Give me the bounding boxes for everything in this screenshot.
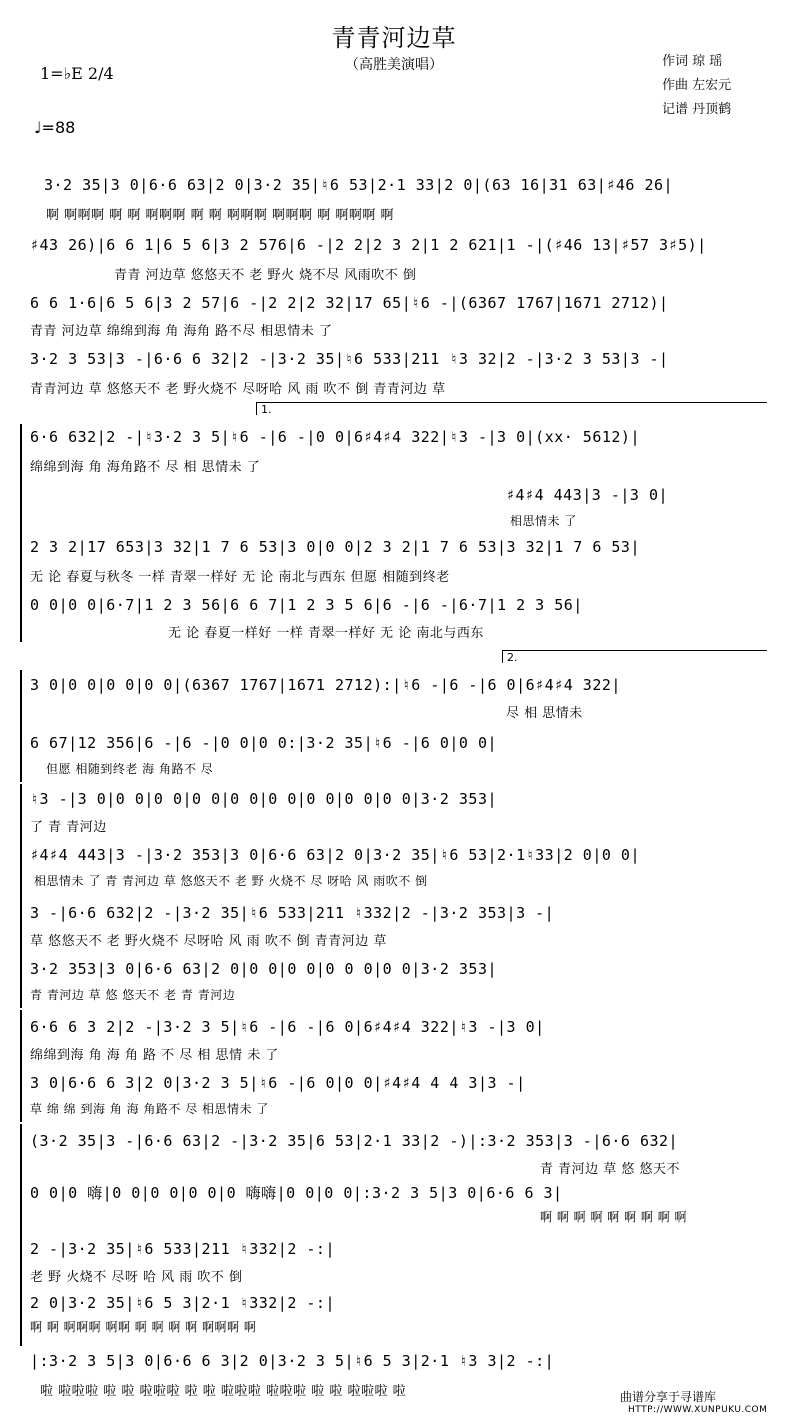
system-brace (20, 670, 26, 782)
system-brace (20, 784, 26, 896)
score-row: 2 -|3·2 35|♮6 533|211 ♮332|2 -:| (30, 1240, 335, 1258)
performer-subtitle: （高胜美演唱） (345, 57, 443, 73)
system-brace (20, 1124, 26, 1236)
score-row: 2 0|3·2 35|♮6 5 3|2·1 ♮332|2 -:| (30, 1294, 335, 1312)
lyric-line: 相思情未 了 青 青河边 草 悠悠天不 老 野 火烧不 尽 呀哈 风 雨吹不 倒 (34, 874, 428, 888)
source-url: HTTP://WWW.XUNPUKU.COM (628, 1405, 768, 1415)
score-row: ♯43 26)|6 6 1|6 5 6|3 2 576|6 -|2 2|2 3 2|1 2 621|1 -|(♯46 13|♯57 3♯5)| (30, 236, 707, 254)
score-row: ♮3 -|3 0|0 0|0 0|0 0|0 0|0 0|0 0|0 0|0 0|3·2 353| (30, 790, 498, 808)
lyric-line: 青 青河边 草 悠 悠天不 (540, 1162, 681, 1177)
score-row: 3 0|6·6 6 3|2 0|3·2 3 5|♮6 -|6 0|0 0|♯4♯4 4 4 3|3 -| (30, 1074, 526, 1092)
lyric-line: 绵绵到海 角 海 角 路 不 尽 相 思情 未 了 (30, 1048, 279, 1063)
source-watermark: 曲谱分享于寻谱库 (620, 1390, 717, 1404)
second-ending-bracket: 2. (502, 650, 767, 663)
transcriber-credit: 记谱 丹顶鹤 (662, 102, 732, 117)
score-row: 3·2 353|3 0|6·6 63|2 0|0 0|0 0|0 0 0|0 0|3·2 353| (30, 960, 498, 978)
lyric-line: 无 论 春夏与秋冬 一样 青翠一样好 无 论 南北与西东 但愿 相随到终老 (30, 570, 450, 585)
first-ending-bracket: 1. (256, 402, 767, 415)
lyric-line: 老 野 火烧不 尽呀 哈 风 雨 吹不 倒 (30, 1270, 243, 1285)
lyric-line: 啦 啦啦啦 啦 啦 啦啦啦 啦 啦 啦啦啦 啦啦啦 啦 啦 啦啦啦 啦 (40, 1384, 407, 1399)
lyric-line: 尽 相 思情未 (506, 706, 583, 721)
key-signature: 1=♭E 2/4 (40, 64, 114, 83)
lyric-line: 啊 啊 啊 啊 啊 啊 啊 啊 啊 (540, 1210, 688, 1224)
credits (662, 50, 731, 122)
score-row: 3 0|0 0|0 0|0 0|(6367 1767|1671 2712):|♮6 -|6 -|6 0|6♯4♯4 322| (30, 676, 621, 694)
lyric-line: 青青河边 草 悠悠天不 老 野火烧不 尽呀哈 风 雨 吹不 倒 青青河边 草 (30, 382, 446, 397)
lyric-line: 但愿 相随到终老 海 角路不 尽 (46, 762, 214, 776)
lyric-line: 啊 啊啊啊 啊 啊 啊啊啊 啊 啊 啊啊啊 啊啊啊 啊 啊啊啊 啊 (46, 208, 394, 223)
lyric-line: 草 绵 绵 到海 角 海 角路不 尽 相思情未 了 (30, 1102, 269, 1116)
score-row: 6·6 6 3 2|2 -|3·2 3 5|♮6 -|6 -|6 0|6♯4♯4 322|♮3 -|3 0| (30, 1018, 545, 1036)
score-row: |:3·2 3 5|3 0|6·6 6 3|2 0|3·2 3 5|♮6 5 3|2·1 ♮3 3|2 -:| (30, 1352, 555, 1370)
lyricist-credit: 作词 琼 瑶 (662, 54, 723, 69)
lyric-line: 青青 河边草 悠悠天不 老 野火 烧不尽 风雨吹不 倒 (114, 268, 417, 283)
lyric-line: 青 青河边 草 悠 悠天不 老 青 青河边 (30, 988, 236, 1002)
system-brace (20, 1234, 26, 1346)
system-brace (20, 424, 26, 536)
score-row: 3·2 35|3 0|6·6 63|2 0|3·2 35|♮6 53|2·1 33|2 0|(63 16|31 63|♯46 26| (44, 176, 674, 194)
score-row: 0 0|0 嗨|0 0|0 0|0 0|0 嗨嗨|0 0|0 0|:3·2 3 5|3 0|6·6 6 3| (30, 1184, 563, 1202)
score-row: 3·2 3 53|3 -|6·6 6 32|2 -|3·2 35|♮6 533|211 ♮3 32|2 -|3·2 3 53|3 -| (30, 350, 669, 368)
score-row: 6 67|12 356|6 -|6 -|0 0|0 0:|3·2 35|♮6 -|6 0|0 0| (30, 734, 498, 752)
lyric-line: 相思情未 了 (510, 514, 577, 528)
system-brace (20, 530, 26, 642)
score-row: ♯4♯4 443|3 -|3 0| (506, 486, 669, 504)
lyric-line: 绵绵到海 角 海角路不 尽 相 思情未 了 (30, 460, 261, 475)
score-row: ♯4♯4 443|3 -|3·2 353|3 0|6·6 63|2 0|3·2 35|♮6 53|2·1♮33|2 0|0 0| (30, 846, 640, 864)
score-row: 3 -|6·6 632|2 -|3·2 35|♮6 533|211 ♮332|2 -|3·2 353|3 -| (30, 904, 555, 922)
composer-credit: 作曲 左宏元 (662, 78, 732, 93)
system-brace (20, 1010, 26, 1122)
song-title: 青青河边草 (331, 24, 457, 52)
score-row: 0 0|0 0|6·7|1 2 3 56|6 6 7|1 2 3 5 6|6 -|6 -|6·7|1 2 3 56| (30, 596, 583, 614)
lyric-line: 无 论 春夏一样好 一样 青翠一样好 无 论 南北与西东 (168, 626, 484, 641)
lyric-line: 了 青 青河边 (30, 820, 107, 835)
system-brace (20, 896, 26, 1008)
tempo-marking: ♩=88 (34, 118, 76, 137)
score-row: 6 6 1·6|6 5 6|3 2 57|6 -|2 2|2 32|17 65|♮6 -|(6367 1767|1671 2712)| (30, 294, 669, 312)
lyric-line: 啊 啊 啊啊啊 啊啊 啊 啊 啊 啊 啊啊啊 啊 (30, 1320, 257, 1334)
score-row: 2 3 2|17 653|3 32|1 7 6 53|3 0|0 0|2 3 2|1 7 6 53|3 32|1 7 6 53| (30, 538, 640, 556)
score-row: 6·6 632|2 -|♮3·2 3 5|♮6 -|6 -|0 0|6♯4♯4 322|♮3 -|3 0|(xx· 5612)| (30, 428, 640, 446)
lyric-line: 青青 河边草 绵绵到海 角 海角 路不尽 相思情未 了 (30, 324, 333, 339)
score-row: (3·2 35|3 -|6·6 63|2 -|3·2 35|6 53|2·1 33|2 -)|:3·2 353|3 -|6·6 632| (30, 1132, 679, 1150)
lyric-line: 草 悠悠天不 老 野火烧不 尽呀哈 风 雨 吹不 倒 青青河边 草 (30, 934, 387, 949)
